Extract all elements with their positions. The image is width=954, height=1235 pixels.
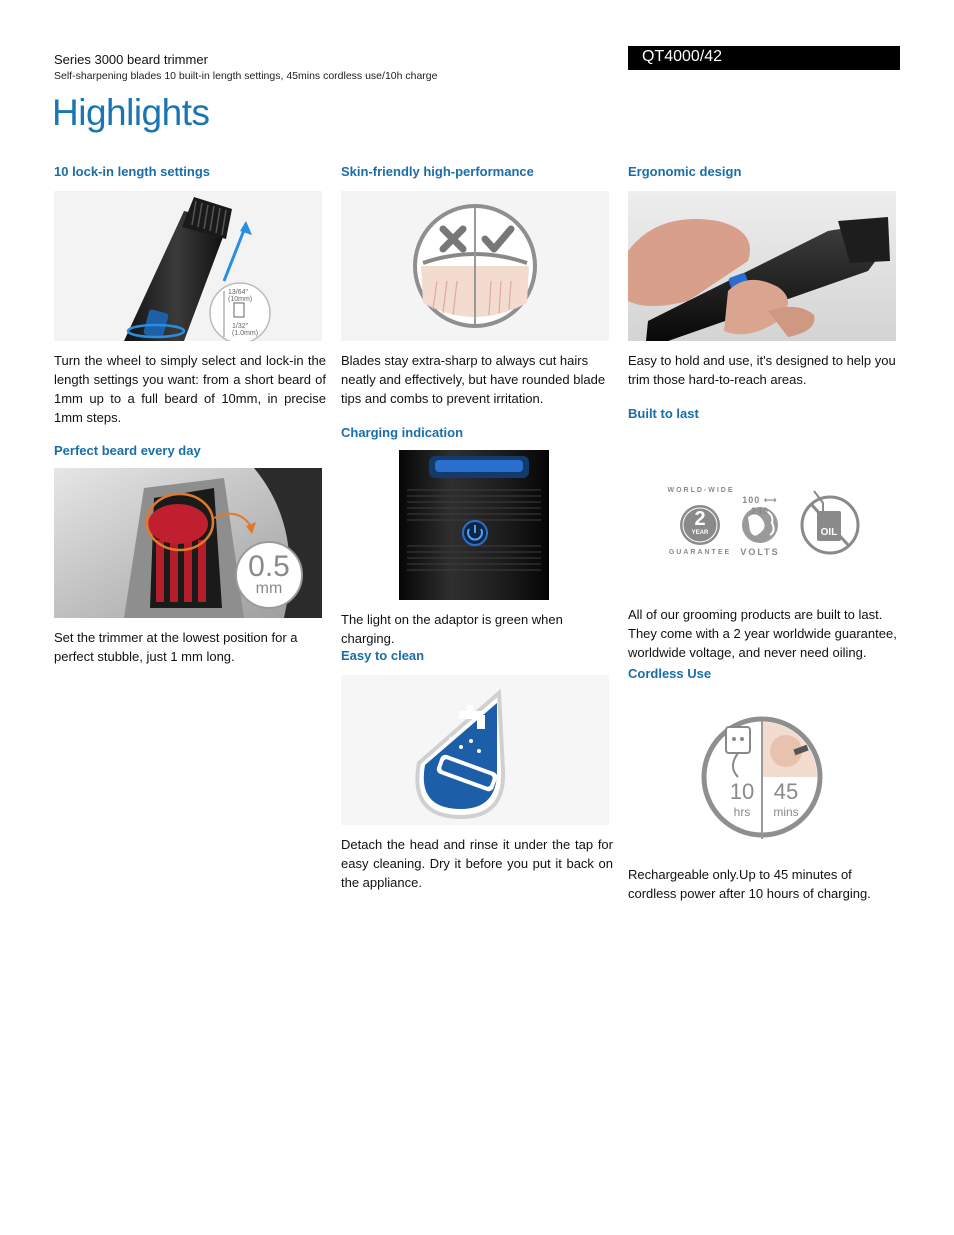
feature-ergonomic (628, 164, 900, 389)
charging-image (341, 450, 609, 600)
feature-heading: Cordless Use (628, 666, 712, 681)
charge-unit: hrs (733, 805, 751, 819)
feature-charging (341, 425, 613, 648)
feature-heading: Charging indication (341, 425, 464, 440)
trimmer-setting-image (54, 468, 322, 618)
easy-clean-image (341, 675, 609, 825)
guarantee-year-label: YEAR (691, 530, 709, 536)
feature-body: All of our grooming products are built to last. They come with a 2 year worldwide guarantee, worldwide voltage, and never need oiling. (628, 607, 897, 660)
feature-lock-in (54, 164, 326, 427)
page-title: Highlights (52, 92, 210, 133)
water-drop-icon (341, 675, 609, 825)
feature-body: The light on the adaptor is green when charging. (341, 612, 563, 646)
use-unit: mins (773, 805, 799, 819)
feature-body: Set the trimmer at the lowest position for a perfect stubble, just 1 mm long. (54, 630, 298, 664)
feature-heading: 10 lock-in length settings (54, 164, 211, 179)
setting-value: 0.5 (248, 550, 290, 583)
product-subtitle: Self-sharpening blades 10 built-in length settings, 45mins cordless use/10h charge (54, 70, 438, 82)
feature-perfect-beard (54, 443, 326, 666)
trimmer-wheel-image (54, 191, 322, 341)
charging-illustration (341, 450, 609, 600)
dial-bottom-label: 1/32" (232, 323, 249, 330)
cordless-image (628, 693, 896, 853)
skin-friendly-image (341, 191, 609, 341)
feature-body: Turn the wheel to simply select and lock-in the length settings you want: from a short beard of 1mm up to a full beard of 10mm, in precise 1mm steps. (54, 353, 326, 425)
trimmer-wheel-illustration (54, 191, 322, 341)
feature-heading: Perfect beard every day (54, 443, 201, 458)
feature-easy-clean (341, 648, 613, 892)
feature-body: Blades stay extra-sharp to always cut hairs neatly and effectively, but have rounded blade tips and combs to prevent irritation. (341, 353, 606, 406)
feature-built-to-last (628, 406, 900, 662)
feature-body: Rechargeable only.Up to 45 minutes of cordless power after 10 hours of charging. (628, 867, 871, 901)
volts-label: VOLTS (740, 547, 780, 557)
use-value: 45 (773, 779, 799, 804)
cordless-illustration (628, 693, 896, 853)
product-name: Series 3000 beard trimmer (54, 52, 208, 67)
feature-heading: Easy to clean (341, 648, 425, 663)
skin-friendly-illustration (341, 191, 609, 341)
dial-bottom-mm: (1.0mm) (232, 330, 259, 337)
oil-label: OIL (820, 527, 838, 538)
feature-heading: Ergonomic design (628, 164, 742, 179)
hand-holding-trimmer-illustration (628, 191, 896, 341)
guarantee-years: 2 (694, 508, 706, 530)
model-badge: QT4000/42 (628, 46, 900, 70)
guarantee-top-text: WORLD-WIDE (667, 487, 735, 494)
feature-heading: Built to last (628, 406, 699, 421)
volts-range: 100 ⟷ 240 (742, 495, 778, 516)
ergonomic-image (628, 191, 896, 341)
feature-body: Detach the head and rinse it under the tap for easy cleaning. Dry it before you put it back on the appliance. (341, 837, 613, 890)
plug-icon (726, 727, 750, 753)
dial-top-mm: (10mm) (228, 296, 253, 303)
feature-heading: Skin-friendly high-performance (341, 164, 534, 179)
guarantee-bottom-text: GUARANTEE (668, 549, 732, 556)
setting-unit: mm (255, 580, 283, 597)
dial-top-label: 13/64" (228, 289, 249, 296)
feature-skin-friendly (341, 164, 613, 408)
charge-value: 10 (729, 779, 755, 804)
feature-cordless (628, 666, 900, 903)
built-to-last-image (628, 433, 896, 591)
feature-body: Easy to hold and use, it's designed to help you trim those hard-to-reach areas. (628, 353, 896, 387)
